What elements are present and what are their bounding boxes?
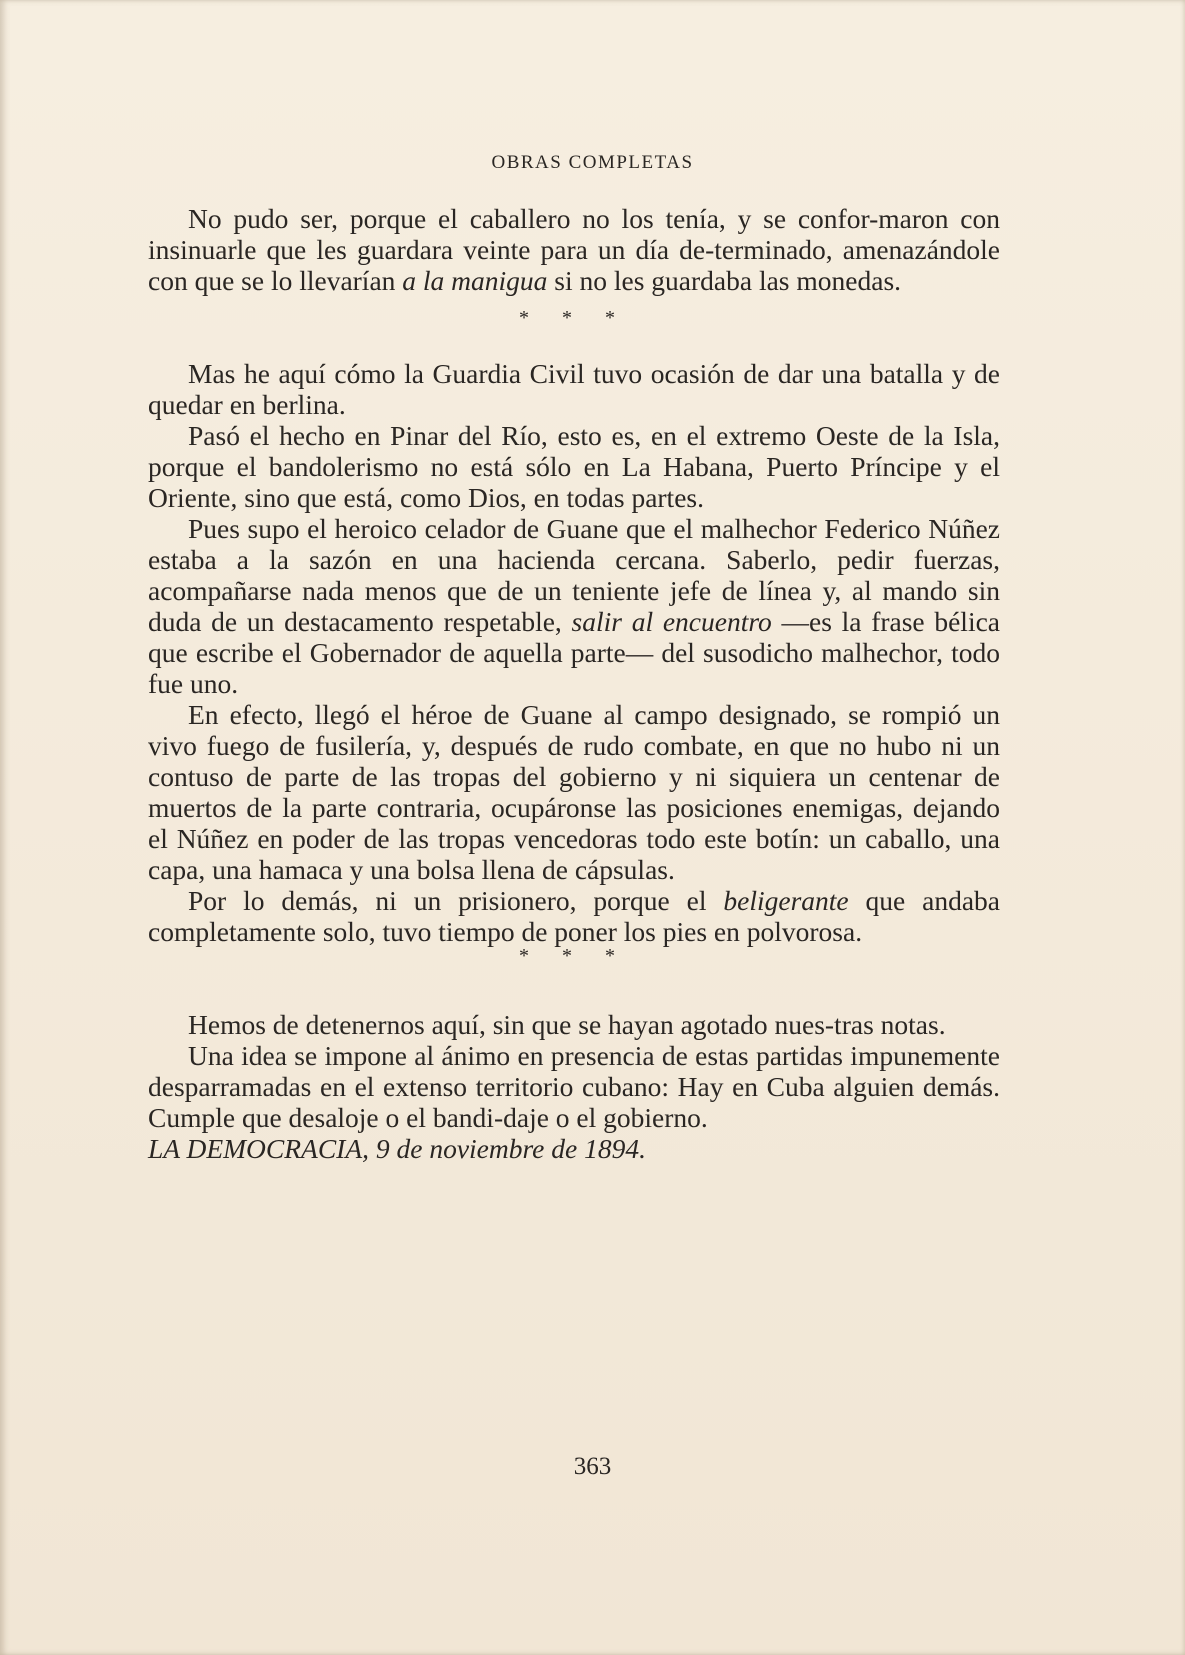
paragraph (148, 513, 1000, 699)
source-citation: LA DEMOCRACIA, 9 de noviembre de 1894. (148, 1133, 646, 1164)
paragraph-text: —es la frase bélica que escribe el Gobernador de aquella parte— del susodicho malhechor, todo fue uno. (148, 606, 1001, 699)
section-separator: * * * (519, 307, 629, 329)
italic-phrase: salir al encuentro (571, 606, 772, 637)
paragraph: Pasó el hecho en Pinar del Río, esto es, en el extremo Oeste de la Isla, porque el bandolerismo no está sólo en La Habana, Puerto Príncipe y el Oriente, sino que está, como Dios, en todas partes. (148, 420, 1000, 513)
italic-phrase: a la manigua (402, 265, 548, 296)
body-text (148, 203, 1000, 1164)
paragraph: En efecto, llegó el héroe de Guane al campo designado, se rompió un vivo fuego de fusilería, y, después de rudo combate, en que no hubo ni un contuso de parte de las tropas del gobierno y ni siquiera un centenar de muertos de la parte contraria, ocupáronse las posiciones enemigas, dejando el Núñez en poder de las tropas vencedoras todo este botín: un caballo, una capa, una hamaca y una bolsa llena de cápsulas. (148, 699, 1000, 885)
italic-phrase: beligerante (723, 885, 849, 916)
paragraph-text: que andaba completamente solo, tuvo tiempo de poner los pies en polvorosa. (148, 885, 1001, 947)
paragraph: Una idea se impone al ánimo en presencia de estas partidas impunemente desparramadas en el extenso territorio cubano: Hay en Cuba alguien demás. Cumple que desaloje o el bandi-daje o el gobierno. (148, 1040, 1000, 1133)
paragraph (148, 885, 1000, 947)
paragraph-text: Pues supo el heroico celador de Guane que el malhechor Federico Núñez estaba a la sazón en una hacienda cercana. Saberlo, pedir fuerzas, acompañarse nada menos que de un teniente jefe de línea y, al mando sin duda de un destacamento respetable, (148, 513, 1000, 637)
section-separator: * * * (519, 945, 629, 967)
page-number: 363 (573, 1453, 612, 1480)
paragraph: Hemos de detenernos aquí, sin que se hayan agotado nues-tras notas. (188, 1009, 946, 1040)
paragraph-text: No pudo ser, porque el caballero no los tenía, y se confor-maron con insinuarle que les guardara veinte para un día de-terminado, amenazándole con que se lo llevarían (148, 203, 1000, 296)
paragraph: Mas he aquí cómo la Guardia Civil tuvo ocasión de dar una batalla y de quedar en berlina. (148, 358, 1000, 420)
paragraph (148, 203, 1000, 296)
paragraph-text: Por lo demás, ni un prisionero, porque el (188, 885, 724, 916)
running-head: OBRAS COMPLETAS (491, 152, 694, 173)
paragraph-text: si no les guardaba las monedas. (547, 265, 902, 296)
